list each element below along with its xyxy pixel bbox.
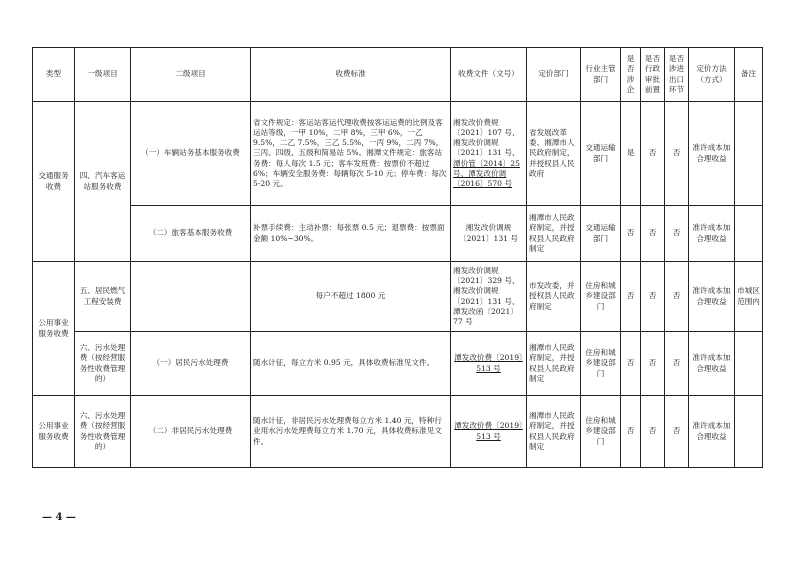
cell-remark (735, 396, 763, 468)
cell-type: 交通服务收费 (33, 102, 75, 262)
cell-level1: 四、汽车客运站服务收费 (75, 102, 131, 262)
fee-table (32, 47, 763, 468)
cell-import-export: 否 (665, 396, 689, 468)
cell-remark (735, 206, 763, 262)
header-remark: 备注 (735, 48, 763, 102)
header-level1: 一级项目 (75, 48, 131, 102)
cell-level2: （二）旅客基本服务收费 (131, 206, 251, 262)
cell-level2: （一）车辆站务基本服务收费 (131, 102, 251, 206)
cell-method: 准许成本加合理收益 (689, 102, 735, 206)
cell-method: 准许成本加合理收益 (689, 396, 735, 468)
cell-enterprise: 否 (621, 206, 641, 262)
cell-competent: 交通运输部门 (581, 102, 621, 206)
header-import-export: 是否涉进出口环节 (665, 48, 689, 102)
cell-level1: 六、污水处理费（按经营服务性收费管理的） (75, 332, 131, 396)
cell-standard: 每户不超过 1800 元 (251, 262, 451, 332)
cell-competent: 住房和城乡建设部门 (581, 396, 621, 468)
cell-dept: 湘潭市人民政府制定，并授权县人民政府制定 (527, 332, 581, 396)
cell-dept: 省发展改革委、湘潭市人民政府制定，并授权县人民政府 (527, 102, 581, 206)
cell-import-export: 否 (665, 262, 689, 332)
cell-method: 准许成本加合理收益 (689, 262, 735, 332)
header-dept: 定价部门 (527, 48, 581, 102)
cell-dept: 市发改委，并授权县人民政府制定 (527, 262, 581, 332)
cell-remark: 市城区范围内 (735, 262, 763, 332)
document-link[interactable]: 潭发改价费〔2019〕513 号 (454, 421, 523, 441)
cell-import-export: 否 (665, 332, 689, 396)
table-row (33, 262, 763, 332)
cell-approval: 否 (641, 262, 665, 332)
cell-enterprise: 是 (621, 102, 641, 206)
cell-import-export: 否 (665, 206, 689, 262)
header-level2: 二级项目 (131, 48, 251, 102)
cell-document (451, 332, 527, 396)
cell-level2: （一）居民污水处理费 (131, 332, 251, 396)
header-enterprise: 是否涉企 (621, 48, 641, 102)
cell-standard: 随水计征，每立方米 0.95 元，具体收费标准见文件。 (251, 332, 451, 396)
cell-enterprise: 否 (621, 396, 641, 468)
header-competent: 行业主管部门 (581, 48, 621, 102)
table-row (33, 332, 763, 396)
cell-document (451, 396, 527, 468)
cell-approval: 否 (641, 396, 665, 468)
cell-level1: 五、居民燃气工程安装费 (75, 262, 131, 332)
cell-level2: （二）非居民污水处理费 (131, 396, 251, 468)
cell-import-export: 否 (665, 102, 689, 206)
cell-remark (735, 332, 763, 396)
cell-competent: 住房和城乡建设部门 (581, 332, 621, 396)
cell-enterprise: 否 (621, 262, 641, 332)
cell-document (451, 102, 527, 206)
table-row (33, 102, 763, 206)
cell-method: 准许成本加合理收益 (689, 206, 735, 262)
cell-method: 准许成本加合理收益 (689, 332, 735, 396)
cell-level2 (131, 262, 251, 332)
cell-competent: 交通运输部门 (581, 206, 621, 262)
header-type: 类型 (33, 48, 75, 102)
document-link[interactable]: 潭发改价费〔2019〕513 号 (454, 353, 523, 373)
header-method: 定价方法（方式） (689, 48, 735, 102)
cell-level1: 六、污水处理费（按经营服务性收费管理的） (75, 396, 131, 468)
cell-dept: 湘潭市人民政府制定，并授权县人民政府制定 (527, 206, 581, 262)
header-approval: 是否行政审批前置 (641, 48, 665, 102)
cell-approval: 否 (641, 206, 665, 262)
cell-standard: 补票手续费：主动补票：每张票 0.5 元；退票费：按票面金额 10%~30%。 (251, 206, 451, 262)
cell-competent: 住房和城乡建设部门 (581, 262, 621, 332)
cell-type: 公用事业服务收费 (33, 262, 75, 396)
header-standard: 收费标准 (251, 48, 451, 102)
cell-remark (735, 102, 763, 206)
cell-document: 湘发改价调规〔2021〕131 号 (451, 206, 527, 262)
header-row (33, 48, 763, 102)
cell-enterprise: 否 (621, 332, 641, 396)
cell-dept: 湘潭市人民政府制定，并授权县人民政府制定 (527, 396, 581, 468)
document-link[interactable]: 潭价管〔2014〕25 号、潭发改价调〔2016〕570 号 (453, 158, 520, 188)
cell-approval: 否 (641, 102, 665, 206)
table-row (33, 396, 763, 468)
cell-approval: 否 (641, 332, 665, 396)
document-text: 湘发改价费规〔2021〕107 号、湘发改价调规〔2021〕131 号、 (453, 118, 520, 158)
cell-document: 湘发改价调规〔2021〕329 号、湘发改价调规〔2021〕131 号、潭发改函〔2021〕77 号 (451, 262, 527, 332)
cell-standard: 省文件规定：客运站客运代理收费按客运运费的比例及客运站等级，一甲 10%，二甲 8%，三甲 6%，一乙 9.5%，二乙 7.5%，三乙 5.5%，一丙 9%，二丙 7%，三丙、四级、五级和简易站 5%。湘潭文件规定：旅客站务费：每人每次 1.5 元；客车发班费：按票价不超过 6%；车辆安全服务费：每辆每次 5-10 元；停车费：每次 5-20 元。 (251, 102, 451, 206)
cell-standard: 随水计征，非居民污水处理费每立方米 1.40 元，特种行业用水污水处理费每立方米 1.70 元，具体收费标准见文件。 (251, 396, 451, 468)
page-number: — 4 — (42, 512, 76, 523)
cell-type: 公用事业服务收费 (33, 396, 75, 468)
header-document: 收费文件（文号） (451, 48, 527, 102)
table-row (33, 206, 763, 262)
